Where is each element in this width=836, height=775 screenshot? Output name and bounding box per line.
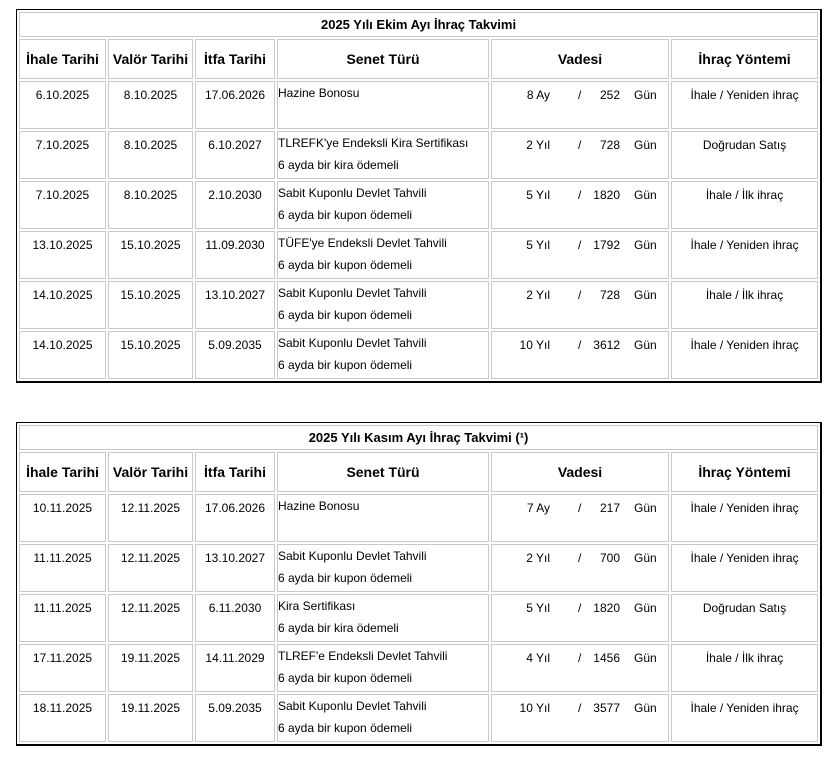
table-title: 2025 Yılı Ekim Ayı İhraç Takvimi: [19, 12, 818, 37]
table-row: [19, 694, 818, 742]
vadesi-cell: [491, 281, 669, 329]
vade-term: 2 Yıl: [526, 551, 550, 565]
senet-turu-payment: 6 ayda bir kupon ödemeli: [278, 208, 413, 222]
vadesi-cell: [491, 181, 669, 229]
senet-turu-payment: 6 ayda bir kupon ödemeli: [278, 571, 413, 585]
vade-days-label: Gün: [634, 651, 657, 665]
vade-days-label: Gün: [634, 88, 657, 102]
vade-days-label: Gün: [634, 138, 657, 152]
vadesi-cell: [491, 694, 669, 742]
senet-turu-payment: 6 ayda bir kupon ödemeli: [278, 671, 413, 685]
vadesi-cell: [491, 494, 669, 542]
senet-turu-cell: [277, 694, 489, 742]
vade-separator: /: [578, 701, 582, 715]
ihale-tarihi-cell: 18.11.2025: [19, 694, 106, 742]
valor-tarihi-cell: 8.10.2025: [108, 181, 193, 229]
ihrac-yontemi-cell: Doğrudan Satış: [671, 594, 818, 642]
senet-turu-cell: [277, 644, 489, 692]
table-row: [19, 231, 818, 279]
ihale-tarihi-cell: 7.10.2025: [19, 131, 106, 179]
vade-days-label: Gün: [634, 701, 657, 715]
senet-turu-name: Sabit Kuponlu Devlet Tahvili: [278, 549, 427, 563]
vade-days: 728: [599, 288, 620, 302]
header-ihrac-yontemi: İhraç Yöntemi: [671, 39, 818, 79]
vade-days: 3577: [593, 701, 620, 715]
vade-separator: /: [578, 501, 582, 515]
vade-separator: /: [578, 238, 582, 252]
vade-days: 728: [599, 138, 620, 152]
itfa-tarihi-cell: 17.06.2026: [195, 81, 275, 129]
vade-days: 700: [599, 551, 620, 565]
senet-turu-cell: [277, 231, 489, 279]
vade-days: 252: [599, 88, 620, 102]
vade-term: 5 Yıl: [526, 601, 550, 615]
valor-tarihi-cell: 15.10.2025: [108, 331, 193, 379]
senet-turu-name: Hazine Bonosu: [278, 499, 360, 513]
vade-days-label: Gün: [634, 338, 657, 352]
ekim-schedule-table: [16, 9, 822, 383]
header-senet-turu: Senet Türü: [277, 39, 489, 79]
itfa-tarihi-cell: 2.10.2030: [195, 181, 275, 229]
vade-days-label: Gün: [634, 188, 657, 202]
ihrac-yontemi-cell: İhale / Yeniden ihraç: [671, 331, 818, 379]
table-row: [19, 281, 818, 329]
vade-days-label: Gün: [634, 288, 657, 302]
vade-separator: /: [578, 288, 582, 302]
valor-tarihi-cell: 8.10.2025: [108, 81, 193, 129]
table-row: [19, 181, 818, 229]
vade-separator: /: [578, 88, 582, 102]
senet-turu-cell: [277, 181, 489, 229]
ihale-tarihi-cell: 7.10.2025: [19, 181, 106, 229]
ihrac-yontemi-cell: Doğrudan Satış: [671, 131, 818, 179]
senet-turu-payment: 6 ayda bir kira ödemeli: [278, 621, 399, 635]
vade-days-label: Gün: [634, 501, 657, 515]
itfa-tarihi-cell: 11.09.2030: [195, 231, 275, 279]
valor-tarihi-cell: 8.10.2025: [108, 131, 193, 179]
ihrac-yontemi-cell: İhale / Yeniden ihraç: [671, 231, 818, 279]
senet-turu-cell: [277, 331, 489, 379]
vade-separator: /: [578, 551, 582, 565]
vade-term: 2 Yıl: [526, 288, 550, 302]
ihrac-yontemi-cell: İhale / Yeniden ihraç: [671, 81, 818, 129]
senet-turu-payment: 6 ayda bir kupon ödemeli: [278, 358, 413, 372]
vade-term: 2 Yıl: [526, 138, 550, 152]
vadesi-cell: [491, 644, 669, 692]
table-row: [19, 494, 818, 542]
vade-term: 8 Ay: [526, 88, 550, 102]
ihale-tarihi-cell: 11.11.2025: [19, 594, 106, 642]
ihale-tarihi-cell: 13.10.2025: [19, 231, 106, 279]
ihrac-yontemi-cell: İhale / İlk ihraç: [671, 181, 818, 229]
senet-turu-name: TÜFE'ye Endeksli Devlet Tahvili: [278, 236, 447, 250]
table-row: [19, 594, 818, 642]
senet-turu-cell: [277, 281, 489, 329]
vade-days-label: Gün: [634, 551, 657, 565]
table-row: [19, 544, 818, 592]
header-ihrac-yontemi: İhraç Yöntemi: [671, 452, 818, 492]
senet-turu-name: Sabit Kuponlu Devlet Tahvili: [278, 699, 427, 713]
ihale-tarihi-cell: 17.11.2025: [19, 644, 106, 692]
itfa-tarihi-cell: 6.10.2027: [195, 131, 275, 179]
itfa-tarihi-cell: 17.06.2026: [195, 494, 275, 542]
vade-term: 5 Yıl: [526, 238, 550, 252]
senet-turu-name: Kira Sertifikası: [278, 599, 356, 613]
senet-turu-cell: [277, 81, 489, 129]
senet-turu-name: Sabit Kuponlu Devlet Tahvili: [278, 186, 427, 200]
table-row: [19, 81, 818, 129]
itfa-tarihi-cell: 14.11.2029: [195, 644, 275, 692]
valor-tarihi-cell: 15.10.2025: [108, 281, 193, 329]
vade-term: 10 Yıl: [519, 701, 550, 715]
itfa-tarihi-cell: 13.10.2027: [195, 544, 275, 592]
itfa-tarihi-cell: 5.09.2035: [195, 331, 275, 379]
header-valor-tarihi: Valör Tarihi: [108, 452, 193, 492]
vade-days: 1792: [593, 238, 620, 252]
senet-turu-cell: [277, 131, 489, 179]
valor-tarihi-cell: 19.11.2025: [108, 644, 193, 692]
ihale-tarihi-cell: 6.10.2025: [19, 81, 106, 129]
header-vadesi: Vadesi: [491, 452, 669, 492]
vade-days: 1820: [593, 601, 620, 615]
ihrac-yontemi-cell: İhale / Yeniden ihraç: [671, 544, 818, 592]
table-row: [19, 131, 818, 179]
vade-term: 5 Yıl: [526, 188, 550, 202]
itfa-tarihi-cell: 5.09.2035: [195, 694, 275, 742]
senet-turu-cell: [277, 544, 489, 592]
vade-separator: /: [578, 601, 582, 615]
senet-turu-cell: [277, 594, 489, 642]
header-senet-turu: Senet Türü: [277, 452, 489, 492]
vadesi-cell: [491, 594, 669, 642]
itfa-tarihi-cell: 13.10.2027: [195, 281, 275, 329]
senet-turu-payment: 6 ayda bir kira ödemeli: [278, 158, 399, 172]
vadesi-cell: [491, 81, 669, 129]
vadesi-cell: [491, 231, 669, 279]
vade-separator: /: [578, 138, 582, 152]
ihale-tarihi-cell: 11.11.2025: [19, 544, 106, 592]
ihrac-yontemi-cell: İhale / İlk ihraç: [671, 281, 818, 329]
senet-turu-name: Sabit Kuponlu Devlet Tahvili: [278, 286, 427, 300]
header-ihale-tarihi: İhale Tarihi: [19, 39, 106, 79]
senet-turu-payment: 6 ayda bir kupon ödemeli: [278, 258, 413, 272]
senet-turu-name: Hazine Bonosu: [278, 86, 360, 100]
senet-turu-payment: 6 ayda bir kupon ödemeli: [278, 308, 413, 322]
valor-tarihi-cell: 12.11.2025: [108, 544, 193, 592]
ihrac-yontemi-cell: İhale / İlk ihraç: [671, 644, 818, 692]
vadesi-cell: [491, 544, 669, 592]
vadesi-cell: [491, 131, 669, 179]
header-itfa-tarihi: İtfa Tarihi: [195, 39, 275, 79]
header-ihale-tarihi: İhale Tarihi: [19, 452, 106, 492]
ihale-tarihi-cell: 14.10.2025: [19, 331, 106, 379]
vade-days: 217: [599, 501, 620, 515]
vade-term: 10 Yıl: [519, 338, 550, 352]
vade-separator: /: [578, 188, 582, 202]
vade-term: 7 Ay: [526, 501, 550, 515]
table-row: [19, 331, 818, 379]
vade-days-label: Gün: [634, 601, 657, 615]
table-row: [19, 644, 818, 692]
senet-turu-name: TLREF'e Endeksli Devlet Tahvili: [278, 649, 448, 663]
vade-term: 4 Yıl: [526, 651, 550, 665]
valor-tarihi-cell: 12.11.2025: [108, 494, 193, 542]
senet-turu-payment: 6 ayda bir kupon ödemeli: [278, 721, 413, 735]
table-title: 2025 Yılı Kasım Ayı İhraç Takvimi (¹): [19, 425, 818, 450]
ihale-tarihi-cell: 10.11.2025: [19, 494, 106, 542]
senet-turu-cell: [277, 494, 489, 542]
valor-tarihi-cell: 12.11.2025: [108, 594, 193, 642]
vade-separator: /: [578, 338, 582, 352]
vadesi-cell: [491, 331, 669, 379]
ihrac-yontemi-cell: İhale / Yeniden ihraç: [671, 694, 818, 742]
vade-separator: /: [578, 651, 582, 665]
valor-tarihi-cell: 19.11.2025: [108, 694, 193, 742]
ihale-tarihi-cell: 14.10.2025: [19, 281, 106, 329]
vade-days: 3612: [593, 338, 620, 352]
senet-turu-name: TLREFK'ye Endeksli Kira Sertifikası: [278, 136, 469, 150]
valor-tarihi-cell: 15.10.2025: [108, 231, 193, 279]
ihrac-yontemi-cell: İhale / Yeniden ihraç: [671, 494, 818, 542]
vade-days: 1456: [593, 651, 620, 665]
kasim-schedule-table: [16, 422, 822, 746]
senet-turu-name: Sabit Kuponlu Devlet Tahvili: [278, 336, 427, 350]
header-vadesi: Vadesi: [491, 39, 669, 79]
itfa-tarihi-cell: 6.11.2030: [195, 594, 275, 642]
vade-days-label: Gün: [634, 238, 657, 252]
header-itfa-tarihi: İtfa Tarihi: [195, 452, 275, 492]
header-valor-tarihi: Valör Tarihi: [108, 39, 193, 79]
vade-days: 1820: [593, 188, 620, 202]
